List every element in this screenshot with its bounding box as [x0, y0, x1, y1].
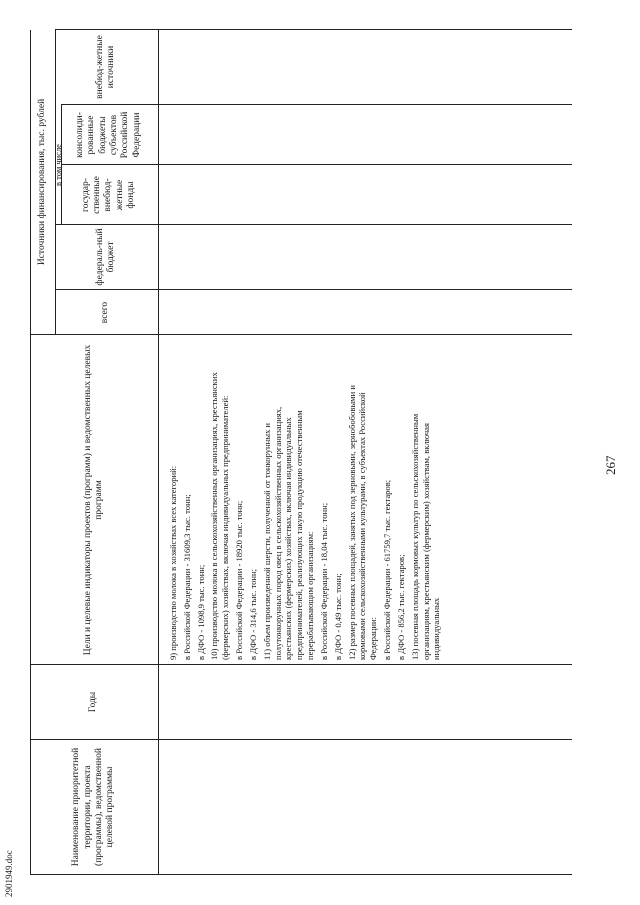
goal-line: 9) производство молока в хозяйствах всех категорий: — [168, 465, 178, 660]
goal-line: 11) объем произведенной шерсти, полученной от тонкорунных и полутонкорунных пород овец в сельскохозяйственных организациях, крестьянских (фермерских) хозяйствах, включая индивидуальных предпринимателей, реализующих такую продукцию отечественным перерабатывающим организациям: — [261, 406, 316, 660]
goal-line: 12) размер посевных площадей, занятых под зерновыми, зернобобовыми и кормовыми сельскохозяйственными культурами, в субъектах Российской Федерации: — [346, 385, 379, 660]
header-funding-sources: Источники финансирования, тыс. рублей — [36, 98, 47, 266]
goal-line: 13) посевная площадь кормовых культур по сельскохозяйственным организациям, крестьянским (фермерским) хозяйствам, включая индивидуальных — [409, 413, 442, 660]
goal-line: 10) производство молока в сельскохозяйственных организациях, крестьянских (фермерских) хозяйствах, включая индивидуальных предпринимателей: — [209, 372, 231, 660]
goal-line: в ДФО - 1098,9 тыс. тонн; — [195, 564, 206, 660]
header-consolidated-budgets: консолиди-рованные бюджеты субъектов Российской Федерации — [74, 111, 142, 159]
goal-line: в ДФО - 856,2 тыс. гектаров; — [395, 554, 406, 660]
header-state-funds: государ-ственные внебюд-жетные фонды — [80, 176, 137, 214]
header-goals: Цели и целевые индикаторы проектов (программ) и ведомственных целевых программ — [82, 344, 104, 656]
page-number: 267 — [603, 455, 618, 475]
goal-line: в Российской Федерации - 18920 тыс. тонн; — [234, 500, 245, 660]
goal-line: в Российской Федерации - 61759,7 тыс. гектаров; — [382, 479, 393, 660]
header-federal-budget: федераль-ный бюджет — [94, 228, 116, 286]
header-extra-budget: внебюд-жетные источники — [94, 35, 116, 99]
goal-line: в ДФО - 314,6 тыс. тонн; — [247, 569, 258, 660]
goal-line: в Российской Федерации - 18,04 тыс. тонн; — [318, 502, 329, 660]
header-territory: Наименование приоритетной территории, проекта (программы), ведомственной целевой программы — [71, 747, 116, 867]
goals-list — [168, 368, 572, 660]
funding-table — [30, 30, 572, 875]
goal-line: в Российской Федерации - 31609,3 тыс. тонн; — [181, 494, 192, 660]
goal-line: в ДФО - 0,49 тыс. тонн; — [332, 573, 343, 660]
footer-code: 2901949.doc — [4, 850, 14, 897]
header-total: всего — [100, 301, 111, 324]
header-years: Годы — [88, 691, 99, 713]
header-including: в том числе — [52, 144, 63, 186]
